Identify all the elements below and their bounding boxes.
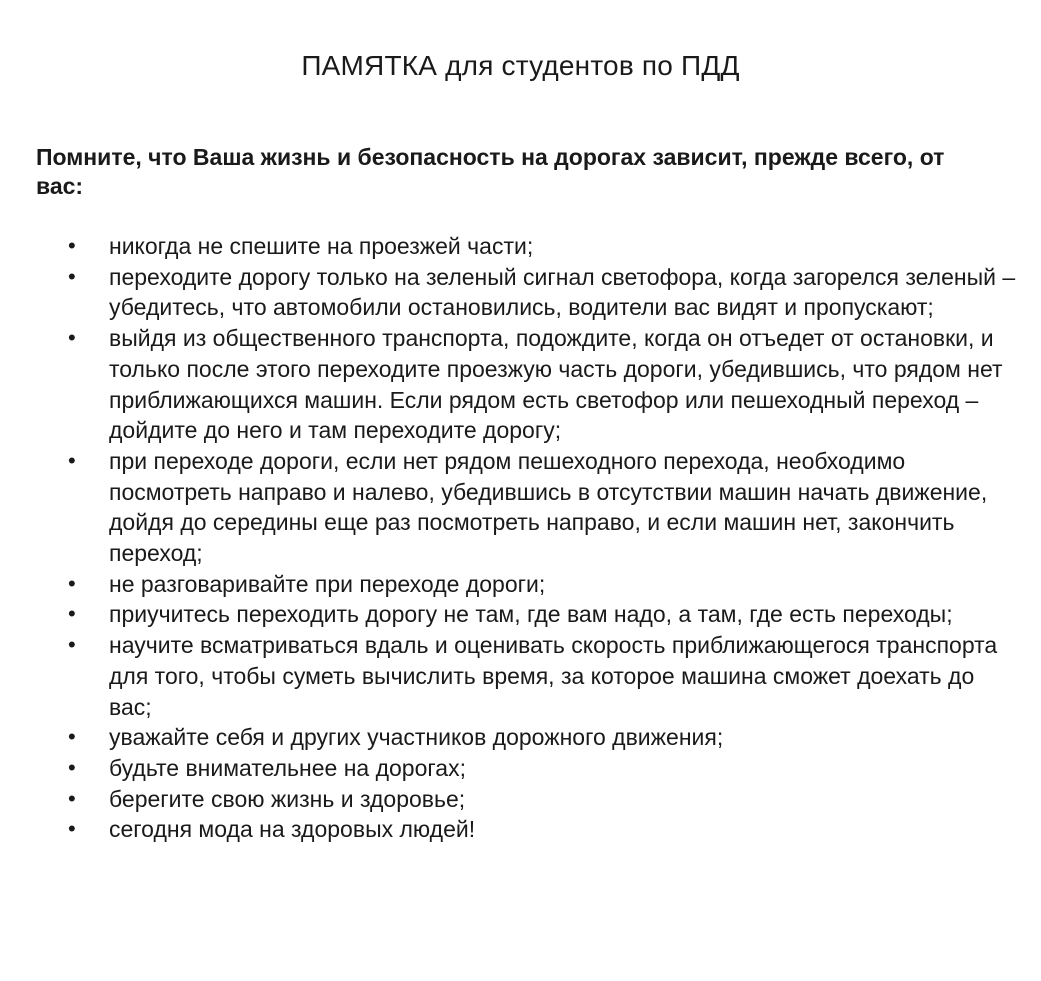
list-item-text: сегодня мода на здоровых людей! bbox=[109, 816, 476, 843]
list-item-text: выйдя из общественного транспорта, подождите, когда он отъедет от остановки, и только после этого переходите проезжую часть дороги, убедившись, что рядом нет приближающихся машин. Если рядом есть светофор или пешеходный переход – дойдите до него и там переходите дорогу; bbox=[109, 325, 1003, 444]
list-item-text: научите всматриваться вдаль и оценивать скорость приближающегося транспорта для того, чтобы суметь вычислить время, за которое машина сможет доехать до вас; bbox=[109, 632, 998, 720]
list-item bbox=[66, 446, 1016, 569]
bullet-icon: • bbox=[68, 263, 76, 289]
bullet-icon: • bbox=[68, 724, 76, 750]
list-item bbox=[66, 784, 1016, 815]
bullet-icon: • bbox=[68, 447, 76, 473]
list-item-text: уважайте себя и других участников дорожного движения; bbox=[109, 724, 724, 751]
list-item bbox=[66, 323, 1016, 446]
bullet-icon: • bbox=[68, 754, 76, 780]
list-item bbox=[66, 262, 1016, 323]
bullet-icon: • bbox=[68, 816, 76, 842]
list-item-text: никогда не спешите на проезжей части; bbox=[109, 233, 534, 259]
bullet-icon: • bbox=[68, 325, 76, 351]
list-item bbox=[66, 722, 1016, 753]
bullet-icon: • bbox=[68, 632, 76, 658]
rules-list bbox=[66, 231, 1016, 845]
list-item-text: будьте внимательнее на дорогах; bbox=[109, 754, 466, 781]
list-item bbox=[66, 599, 1016, 630]
list-item bbox=[66, 630, 1016, 722]
document-title: ПАМЯТКА для студентов по ПДД bbox=[301, 50, 740, 81]
list-item bbox=[66, 231, 1016, 262]
list-item-text: переходите дорогу только на зеленый сигнал светофора, когда загорелся зеленый – убедитесь, что автомобили остановились, водители вас видят и пропускают; bbox=[109, 263, 1016, 321]
bullet-icon: • bbox=[68, 785, 76, 811]
list-item bbox=[66, 569, 1016, 600]
list-item bbox=[66, 753, 1016, 784]
bullet-icon: • bbox=[68, 233, 76, 258]
list-item-text: не разговаривайте при переходе дороги; bbox=[109, 570, 546, 597]
bullet-icon: • bbox=[68, 601, 76, 627]
lead-paragraph: Помните, что Ваша жизнь и безопасность на дорогах зависит, прежде всего, от вас: bbox=[36, 144, 945, 199]
list-item bbox=[66, 814, 1016, 845]
list-item-text: при переходе дороги, если нет рядом пешеходного перехода, необходимо посмотреть направо и налево, убедившись в отсутствии машин начать движение, дойдя до середины еще раз посмотреть направо, и если машин нет, закончить переход; bbox=[109, 447, 988, 567]
list-item-text: берегите свою жизнь и здоровье; bbox=[109, 785, 466, 812]
bullet-icon: • bbox=[68, 570, 76, 596]
list-item-text: приучитесь переходить дорогу не там, где вам надо, а там, где есть переходы; bbox=[109, 601, 953, 628]
